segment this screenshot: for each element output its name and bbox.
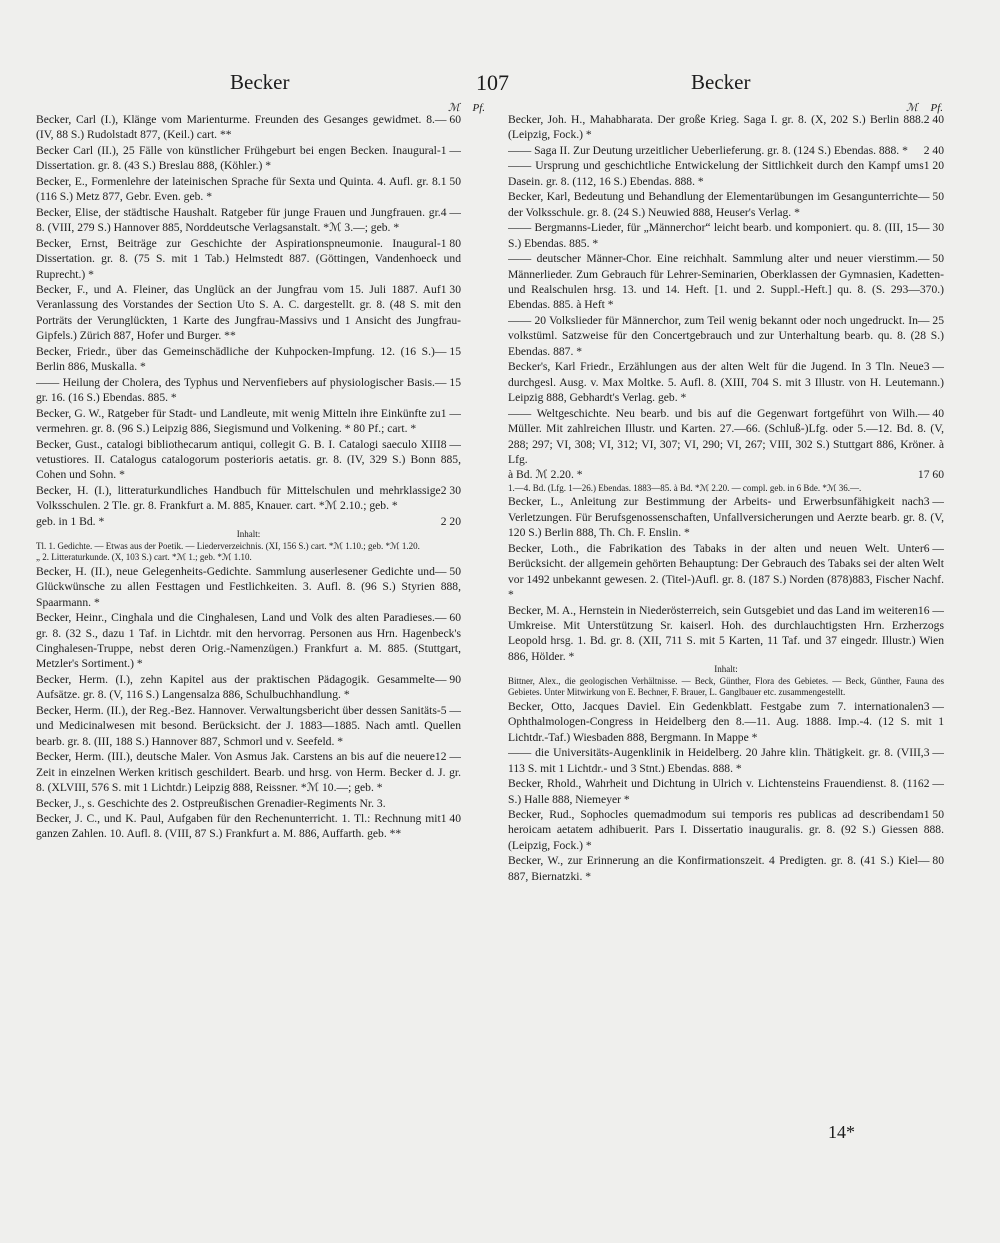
entry-price: 17 60 (917, 468, 944, 482)
entry-text: —— Weltgeschichte. Neu bearb. und bis auf die Gegenwart fortgeführt von Wilh. Müller. Mit zahlreichen Illustr. und Karten. 27.—66. (Schluß-)Lfg. oder 5.—12. Bd. 8. (V, 288; 297; VI, 308; VI, 312; VI, 307; VI, 290; VI, 267; VIII, 302 S.) Stuttgart 886, Kröner. à Lfg. (508, 406, 944, 466)
catalog-entry (508, 112, 944, 143)
catalog-entry (36, 437, 461, 483)
catalog-entry (36, 811, 461, 842)
entry-text: Becker, Herm. (I.), zehn Kapitel aus der praktischen Pädagogik. Gesammelte Aufsätze. gr. 8. (V, 116 S.) Langensalza 886, Schulbuchhandlung. * (36, 672, 435, 702)
catalog-entry (508, 158, 944, 189)
entry-price: — 25 (917, 313, 944, 327)
entry-price: 1 20 (923, 159, 944, 173)
catalog-entry (36, 749, 461, 795)
entry-price: 1 — (440, 406, 461, 420)
catalog-entry (508, 143, 944, 158)
entry-text: Becker, L., Anleitung zur Bestimmung der Arbeits- und Erwerbsunfähigkeit nach Verletzungen. Für Berufsgenossenschaften, Unfallversicherungen und Aerzte bearb. gr. 8. (V, 120 S.) Berlin 888, Th. Ch. F. Enslin. * (508, 495, 944, 540)
catalog-entry (508, 699, 944, 745)
entry-price: — 50 (917, 252, 944, 266)
entry-text: Becker, J., s. Geschichte des 2. Ostpreußischen Grenadier-Regiments Nr. 3. (36, 796, 386, 810)
catalog-entry (36, 541, 461, 553)
right-column (508, 112, 944, 1122)
entry-price: — 50 (917, 190, 944, 204)
catalog-entry (36, 552, 461, 564)
entry-text: Becker, Ernst, Beiträge zur Geschichte der Aspirationspneumonie. Inaugural-Dissertation. gr. 8. (75 S. mit 1 Tab.) Helmstedt 887. (Göttingen, Vandenhoeck und Ruprecht.) * (36, 236, 461, 281)
catalog-entry (36, 406, 461, 437)
entry-text: Becker, G. W., Ratgeber für Stadt- und Landleute, mit wenig Mitteln ihre Einkünfte zu vermehren. gr. 8. (96 S.) Leipzig 886, Siegismund und Volkening. * 80 Pf.; cart. * (36, 406, 441, 436)
entry-price: 1 40 (440, 811, 461, 825)
catalog-entry (36, 672, 461, 703)
entry-text: Becker, Rud., Sophocles quemadmodum sui temporis res publicas ad describendam heroicam aetatem adhibuerit. Pars I. Dissertatio inauguralis. gr. 8. (92 S.) Giessen 888. (Leipzig, Fock.) * (508, 808, 944, 852)
entry-text: Becker, Carl (I.), Klänge vom Marienturme. Freunden des Gesanges gewidmet. 8. (IV, 88 S.) Rudolstadt 877, (Keil.) cart. ** (36, 113, 435, 142)
catalog-entry (36, 375, 461, 406)
entry-text: Becker, H. (I.), litteraturkundliches Handbuch für Mittelschulen und mehrklassige Volksschulen. 2 Tle. gr. 8. Frankfurt a. M. 885, Knauer. cart. *ℳ 2.10.; geb. * (36, 483, 441, 513)
entry-text: —— deutscher Männer-Chor. Eine reichhalt. Sammlung alter und neuer vierstimm. Männerlieder. Zum Gebrauch für Lehrer-Seminarien, Oberklassen der Gymnasien, Kadetten- und Realschulen hrsg. 13. und 14. Heft. [1. und 2. Suppl.-Heft.] qu. 8. (S. 293—370.) Ebendas. 885. à Heft * (508, 252, 944, 312)
entry-text: „ 2. Litteraturkunde. (X, 103 S.) cart. *ℳ 1.; geb. *ℳ 1.10. (36, 552, 252, 563)
entry-text: Becker, E., Formenlehre der lateinischen Sprache für Sexta und Quinta. 4. Aufl. gr. 8. (116 S.) Metz 877, Gebr. Even. geb. * (36, 174, 441, 204)
entry-text: —— 20 Volkslieder für Männerchor, zum Teil wenig bekannt oder noch ungedruckt. In volkstüml. Satzweise für den Concertgebrauch und zur Unterhaltung bearb. qu. 8. (28 S.) Ebendas. 887. * (508, 313, 944, 358)
entry-text: 1.—4. Bd. (Lfg. 1—26.) Ebendas. 1883—85. à Bd. *ℳ 2.20. — compl. geb. in 6 Bde. *ℳ 36.—. (508, 482, 862, 493)
entry-price: — 80 (917, 854, 944, 868)
catalog-entry (508, 251, 944, 313)
entry-text: Becker, Herm. (II.), der Reg.-Bez. Hannover. Verwaltungsbericht über dessen Sanitäts- und Medicinalwesen mit besond. Berücksicht. der J. 1883—1885. Nach amtl. Quellen bearb. gr. 8. (III, 188 S.) Hannover 887, Schmorl und v. Seefeld. * (36, 703, 461, 748)
catalog-entry (508, 807, 944, 853)
entry-text: Becker, Rhold., Wahrheit und Dichtung in Ulrich v. Lichtensteins Frauendienst. 8. (116 S.) Halle 888, Niemeyer * (508, 777, 924, 806)
entry-price: — 60 (434, 113, 461, 126)
entry-text: Becker, Loth., die Fabrikation des Tabaks in der alten und neuen Welt. Unter Berücksicht. der allgemein gehörten Behauptung: Der Gebrauch des Tabaks sei der alten Welt vor 1492 unbekannt gewesen. 2. (Titel-)Aufl. gr. 8. (187 S.) Norden (878)883, Fischer Nachf. * (508, 541, 944, 602)
entry-price: 1 30 (440, 282, 461, 296)
entry-text: —— Heilung der Cholera, des Typhus und Nervenfiebers auf physiologischer Basis. gr. 16. (16 S.) Ebendas. 885. * (36, 375, 435, 405)
catalog-entry (508, 189, 944, 220)
entry-price: 2 40 (923, 143, 944, 157)
catalog-entry (36, 564, 461, 610)
entry-text: Becker's, Karl Friedr., Erzählungen aus der alten Welt für die Jugend. In 3 Tln. Neue durchgesl. Ausg. v. Max Moltke. 5. Aufl. 8. (XIII, 704 S. mit 3 Illustr. von H. Leutemann.) Leipzig 888, Gebhardt's Verlag. geb. * (508, 360, 944, 405)
price-column-header-right: ℳ Pf. (906, 102, 944, 114)
entry-price: 3 — (923, 746, 944, 760)
entry-price: — 60 (434, 611, 461, 625)
entry-price: 12 — (434, 750, 461, 764)
entry-price: — 30 (917, 221, 944, 235)
running-head-right: Becker (691, 70, 751, 94)
entry-price: — 90 (434, 672, 461, 686)
catalog-entry (508, 664, 944, 676)
entry-text: Becker, H. (II.), neue Gelegenheits-Gedichte. Sammlung auserlesener Gedichte und Glückwünsche zu allen Festtagen und Festlichkeiten. 3. Aufl. 8. (96 S.) Styrien 888, Spaarmann. * (36, 564, 461, 609)
entry-text: Becker, Herm. (III.), deutsche Maler. Von Asmus Jak. Carstens an bis auf die neuere Zeit in einzelnen Werken kritisch geschildert. Bearb. und hrsg. von Herm. Becker d. J. gr. 8. (XLVIII, 576 S. mit 1 Lichtdr.) Leipzig 888, Reissner. *ℳ 10.—; geb. * (36, 750, 461, 795)
page-number: 107 (476, 70, 509, 95)
catalog-entry (508, 745, 944, 776)
entry-price: 5 — (440, 703, 461, 717)
entry-price: 1 80 (440, 236, 461, 250)
catalog-entry (508, 483, 944, 495)
entry-text: —— Ursprung und geschichtliche Entwickelung der Sittlichkeit durch den Kampf ums Dasein. gr. 8. (112, 16 S.) Ebendas. 888. * (508, 159, 924, 188)
catalog-entry (508, 467, 944, 482)
catalog-entry (36, 529, 461, 541)
entry-price: 4 — (440, 205, 461, 219)
entry-price: 1 — (440, 143, 461, 157)
entry-text: Bittner, Alex., die geologischen Verhältnisse. — Beck, Günther, Flora des Gebietes. — Beck, Günther, Fauna des Gebietes. Unter Mitwirkung von E. Bechner, F. Brauer, L. Ganglbauer etc. zusammengestellt. (508, 675, 944, 698)
catalog-entry (508, 541, 944, 603)
entry-text: Inhalt: (714, 664, 738, 675)
entry-price: — 15 (434, 375, 461, 389)
entry-price: 6 — (923, 541, 944, 555)
entry-price: 3 — (923, 360, 944, 374)
entry-text: Becker, Otto, Jacques Daviel. Ein Gedenkblatt. Festgabe zum 7. internationalen Ophthalmologen-Congress in Heidelberg den 8.—11. Aug. 1888. Imp.-4. (12 S. mit 1 Lichtdr.-Taf.) Wiesbaden 888, Bergmann. In Mappe * (508, 699, 944, 744)
entry-text: Becker, Joh. H., Mahabharata. Der große Krieg. Saga I. gr. 8. (X, 202 S.) Berlin 888. (Leipzig, Fock.) * (508, 113, 924, 142)
entry-text: Becker, Karl, Bedeutung und Behandlung der Elementarübungen im Gesangunterrichte der Volksschule. gr. 8. (24 S.) Neuwied 888, Heuser's Verlag. * (508, 190, 918, 219)
catalog-entry (36, 112, 461, 143)
catalog-entry (36, 236, 461, 282)
entry-price: 1 50 (923, 808, 944, 822)
entry-text: Becker, Elise, der städtische Haushalt. Ratgeber für junge Frauen und Jungfrauen. gr. 8. (VIII, 279 S.) Hannover 885, Norddeutsche Verlagsanstalt. *ℳ 3.—; geb. * (36, 205, 441, 235)
catalog-entry (36, 143, 461, 174)
catalog-entry (508, 603, 944, 665)
entry-price: 8 — (440, 437, 461, 451)
entry-price: — 15 (434, 344, 461, 358)
entry-text: Becker, J. C., und K. Paul, Aufgaben für den Rechenunterricht. 1. Tl.: Rechnung mit ganzen Zahlen. 10. Aufl. 8. (VIII, 87 S.) Frankfurt a. M. 886, Auffarth. geb. ** (36, 811, 441, 841)
catalog-entry (36, 610, 461, 672)
price-column-header-left: ℳ Pf. (448, 102, 486, 114)
signature-mark: 14* (828, 1122, 855, 1142)
entry-text: Becker, M. A., Hernstein in Niederösterreich, sein Gutsgebiet und das Land im weiteren Umkreise. Mit Unterstützung Sr. kaiserl. Hoh. des durchlauchtigsten Hrn. Erzherzogs Leopold hrsg. 1. Bd. gr. 8. (XII, 711 S. mit 5 Karten, 11 Taf. und 37 eingedr. Illustr.) Wien 886, Hölder. * (508, 603, 944, 663)
catalog-entry (36, 174, 461, 205)
running-head-left: Becker (230, 70, 290, 94)
catalog-entry (508, 494, 944, 540)
catalog-entry (508, 220, 944, 251)
catalog-entry (36, 344, 461, 375)
entry-text: à Bd. ℳ 2.20. * (508, 468, 583, 482)
entry-price: 2 30 (440, 483, 461, 497)
entry-price: 3 — (923, 495, 944, 509)
entry-price: — 40 (917, 406, 944, 420)
entry-price: 2 20 (440, 514, 461, 528)
catalog-entry (36, 282, 461, 344)
entry-price: 1 50 (440, 174, 461, 188)
entry-text: —— Bergmanns-Lieder, für „Männerchor“ leicht bearb. und komponiert. qu. 8. (III, 15 S.) Ebendas. 885. * (508, 221, 918, 250)
catalog-entry (36, 703, 461, 749)
catalog-entry (508, 406, 944, 468)
entry-price: 2 40 (923, 113, 944, 126)
catalog-entry (508, 776, 944, 807)
entry-text: Becker, Friedr., über das Gemeinschädliche der Kuhpocken-Impfung. 12. (16 S.) Berlin 886, Muskalla. * (36, 344, 435, 374)
catalog-entry (508, 359, 944, 405)
catalog-entry (508, 853, 944, 884)
entry-text: Becker, W., zur Erinnerung an die Konfirmationszeit. 4 Predigten. gr. 8. (41 S.) Kiel 887, Biernatzki. * (508, 854, 918, 883)
entry-price: 3 — (923, 699, 944, 713)
catalog-entry (36, 514, 461, 529)
entry-text: Becker Carl (II.), 25 Fälle von künstlicher Frühgeburt bei engen Becken. Inaugural-Dissertation. gr. 8. (43 S.) Breslau 888, (Köhler.) * (36, 143, 441, 173)
entry-text: Tl. 1. Gedichte. — Etwas aus der Poetik. — Liederverzeichnis. (XI, 156 S.) cart. *ℳ 1.10.; geb. *ℳ 1.20. (36, 540, 420, 551)
catalog-entry (508, 313, 944, 359)
left-column (36, 112, 461, 1122)
entry-price: 16 — (917, 603, 944, 617)
entry-text: Becker, Gust., catalogi bibliothecarum antiqui, collegit G. B. I. Catalogi saeculo XIII vetustiores. II. Catalogus catalogorum posterioris aetatis. gr. 8. (IV, 329 S.) Bonn 885, Cohen und Sohn. * (36, 437, 461, 482)
catalog-entry (508, 676, 944, 699)
catalog-entry (36, 483, 461, 514)
entry-text: geb. in 1 Bd. * (36, 514, 105, 528)
entry-text: —— die Universitäts-Augenklinik in Heidelberg. 20 Jahre klin. Thätigkeit. gr. 8. (VIII, 113 S. mit 1 Lichtdr.- und 3 Stnt.) Ebendas. 888. * (508, 746, 924, 775)
entry-price: — 50 (434, 564, 461, 578)
entry-text: Becker, F., und A. Fleiner, das Unglück an der Jungfrau vom 15. Juli 1887. Auf Veranlassung des Vorstandes der Section Uto S. A. C. dargestellt. gr. 8. (48 S. mit den Porträts der Verunglückten, 1 Karte des Jungfrau-Massivs und 1 Ansicht des Jungfrau-Gipfels.) Zürich 887, Hofer und Burger. ** (36, 282, 461, 343)
catalog-entry (36, 205, 461, 236)
entry-text: Inhalt: (236, 529, 261, 540)
entry-price: 2 — (923, 777, 944, 791)
catalog-entry (36, 796, 461, 811)
entry-text: —— Saga II. Zur Deutung urzeitlicher Ueberlieferung. gr. 8. (124 S.) Ebendas. 888. * (508, 143, 908, 157)
entry-text: Becker, Heinr., Cinghala und die Cinghalesen, Land und Volk des alten Paradieses. gr. 8. (32 S., dazu 1 Taf. in Lichtdr. mit den hervorrag. Personen aus Hrn. Hagenbeck's Cinghalesen-Truppe, nebst deren Orig.-Namenzügen.) Frankfurt a. M. 885. (Stuttgart, Metzler's Sortiment.) * (36, 611, 461, 671)
